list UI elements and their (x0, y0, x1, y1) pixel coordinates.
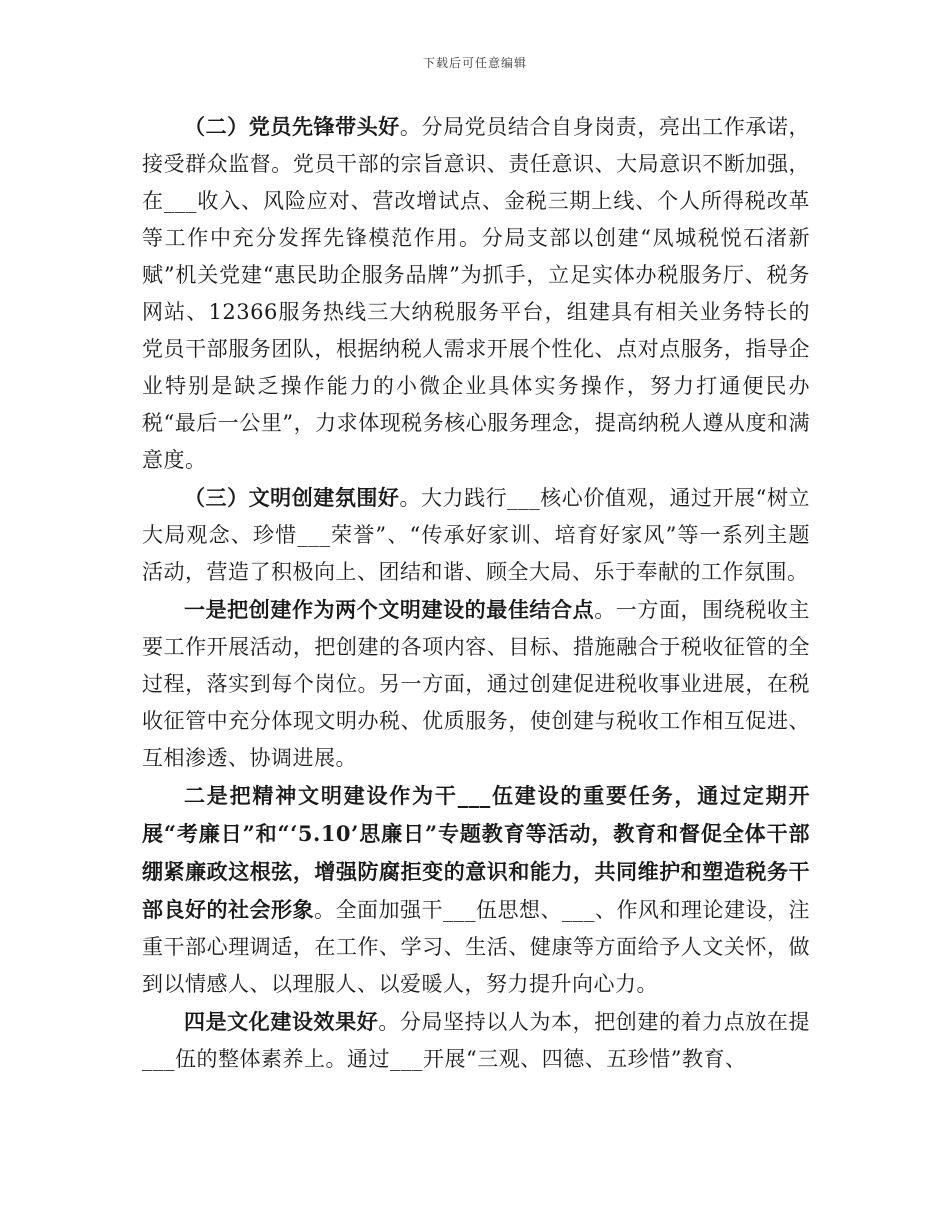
document-body (142, 108, 810, 1078)
paragraph-text: 。分局党员结合自身岗责，亮出工作承诺，接受群众监督。党员干部的宗旨意识、责任意识、大局意识不断加强，在___收入、风险应对、营改增试点、金税三期上线、个人所得税改革等工作中充分发挥先锋模范作用。分局支部以创建“凤城税悦石渚新赋”机关党建“惠民助企服务品牌”为抓手，立足实体办税服务厅、税务网站、12366服务热线三大纳税服务平台，组建具有相关业务特长的党员干部服务团队，根据纳税人需求开展个性化、点对点服务，指导企业特别是缺乏操作能力的小微企业具体实务操作，努力打通便民办税“最后一公里”，力求体现税务核心服务理念，提高纳税人遵从度和满意度。 (142, 115, 811, 472)
paragraph-heading: （三）文明创建氛围好 (184, 485, 400, 510)
paragraph-heading: 二是把精神文明建设作为干___伍建设的重要任务，通过定期开展“考廉日”和“‘5.10’思廉日”专题教育等活动，教育和督促全体干部绷紧廉政这根弦，增强防腐拒变的意识和能力，共同维护和塑造税务干部良好的社会形象 (142, 783, 810, 922)
paragraph-text: 。分局坚持以人为本，把创建的着力点放在提___伍的整体素养上。通过___开展“三观、四德、五珍惜”教育、 (142, 1010, 811, 1071)
paragraph-heading: 四是文化建设效果好 (184, 1009, 379, 1034)
paragraph-text: 。一方面，围绕税收主要工作开展活动，把创建的各项内容、目标、措施融合于税收征管的全过程，落实到每个岗位。另一方面，通过创建促进税收事业进展，在税收征管中充分体现文明办税、优质服务，使创建与税收工作相互促进、互相渗透、协调进展。 (142, 598, 811, 770)
paragraph-civilization (142, 479, 810, 591)
paragraph-point-one (142, 591, 810, 777)
paragraph-text: 。大力践行___核心价值观，通过开展“树立大局观念、珍惜___荣誉”、“传承好家训、培育好家风”等一系列主题活动，营造了积极向上、团结和谐、顾全大局、乐于奉献的工作氛围。 (142, 486, 811, 584)
page-header: 下载后可任意编辑 (422, 56, 527, 70)
paragraph-point-four (142, 1003, 810, 1078)
paragraph-heading: 一是把创建作为两个文明建设的最佳结合点 (184, 597, 595, 622)
paragraph-heading: （二）党员先锋带头好 (184, 114, 400, 139)
paragraph-point-two (142, 777, 810, 1003)
paragraph-party-members (142, 108, 810, 479)
paragraph-text: 。全面加强干___伍思想、___、作风和理论建设，注重干部心理调适，在工作、学习、生活、健康等方面给予人文关怀，做到以情感人、以理服人、以爱暖人，努力提升向心力。 (142, 898, 810, 996)
